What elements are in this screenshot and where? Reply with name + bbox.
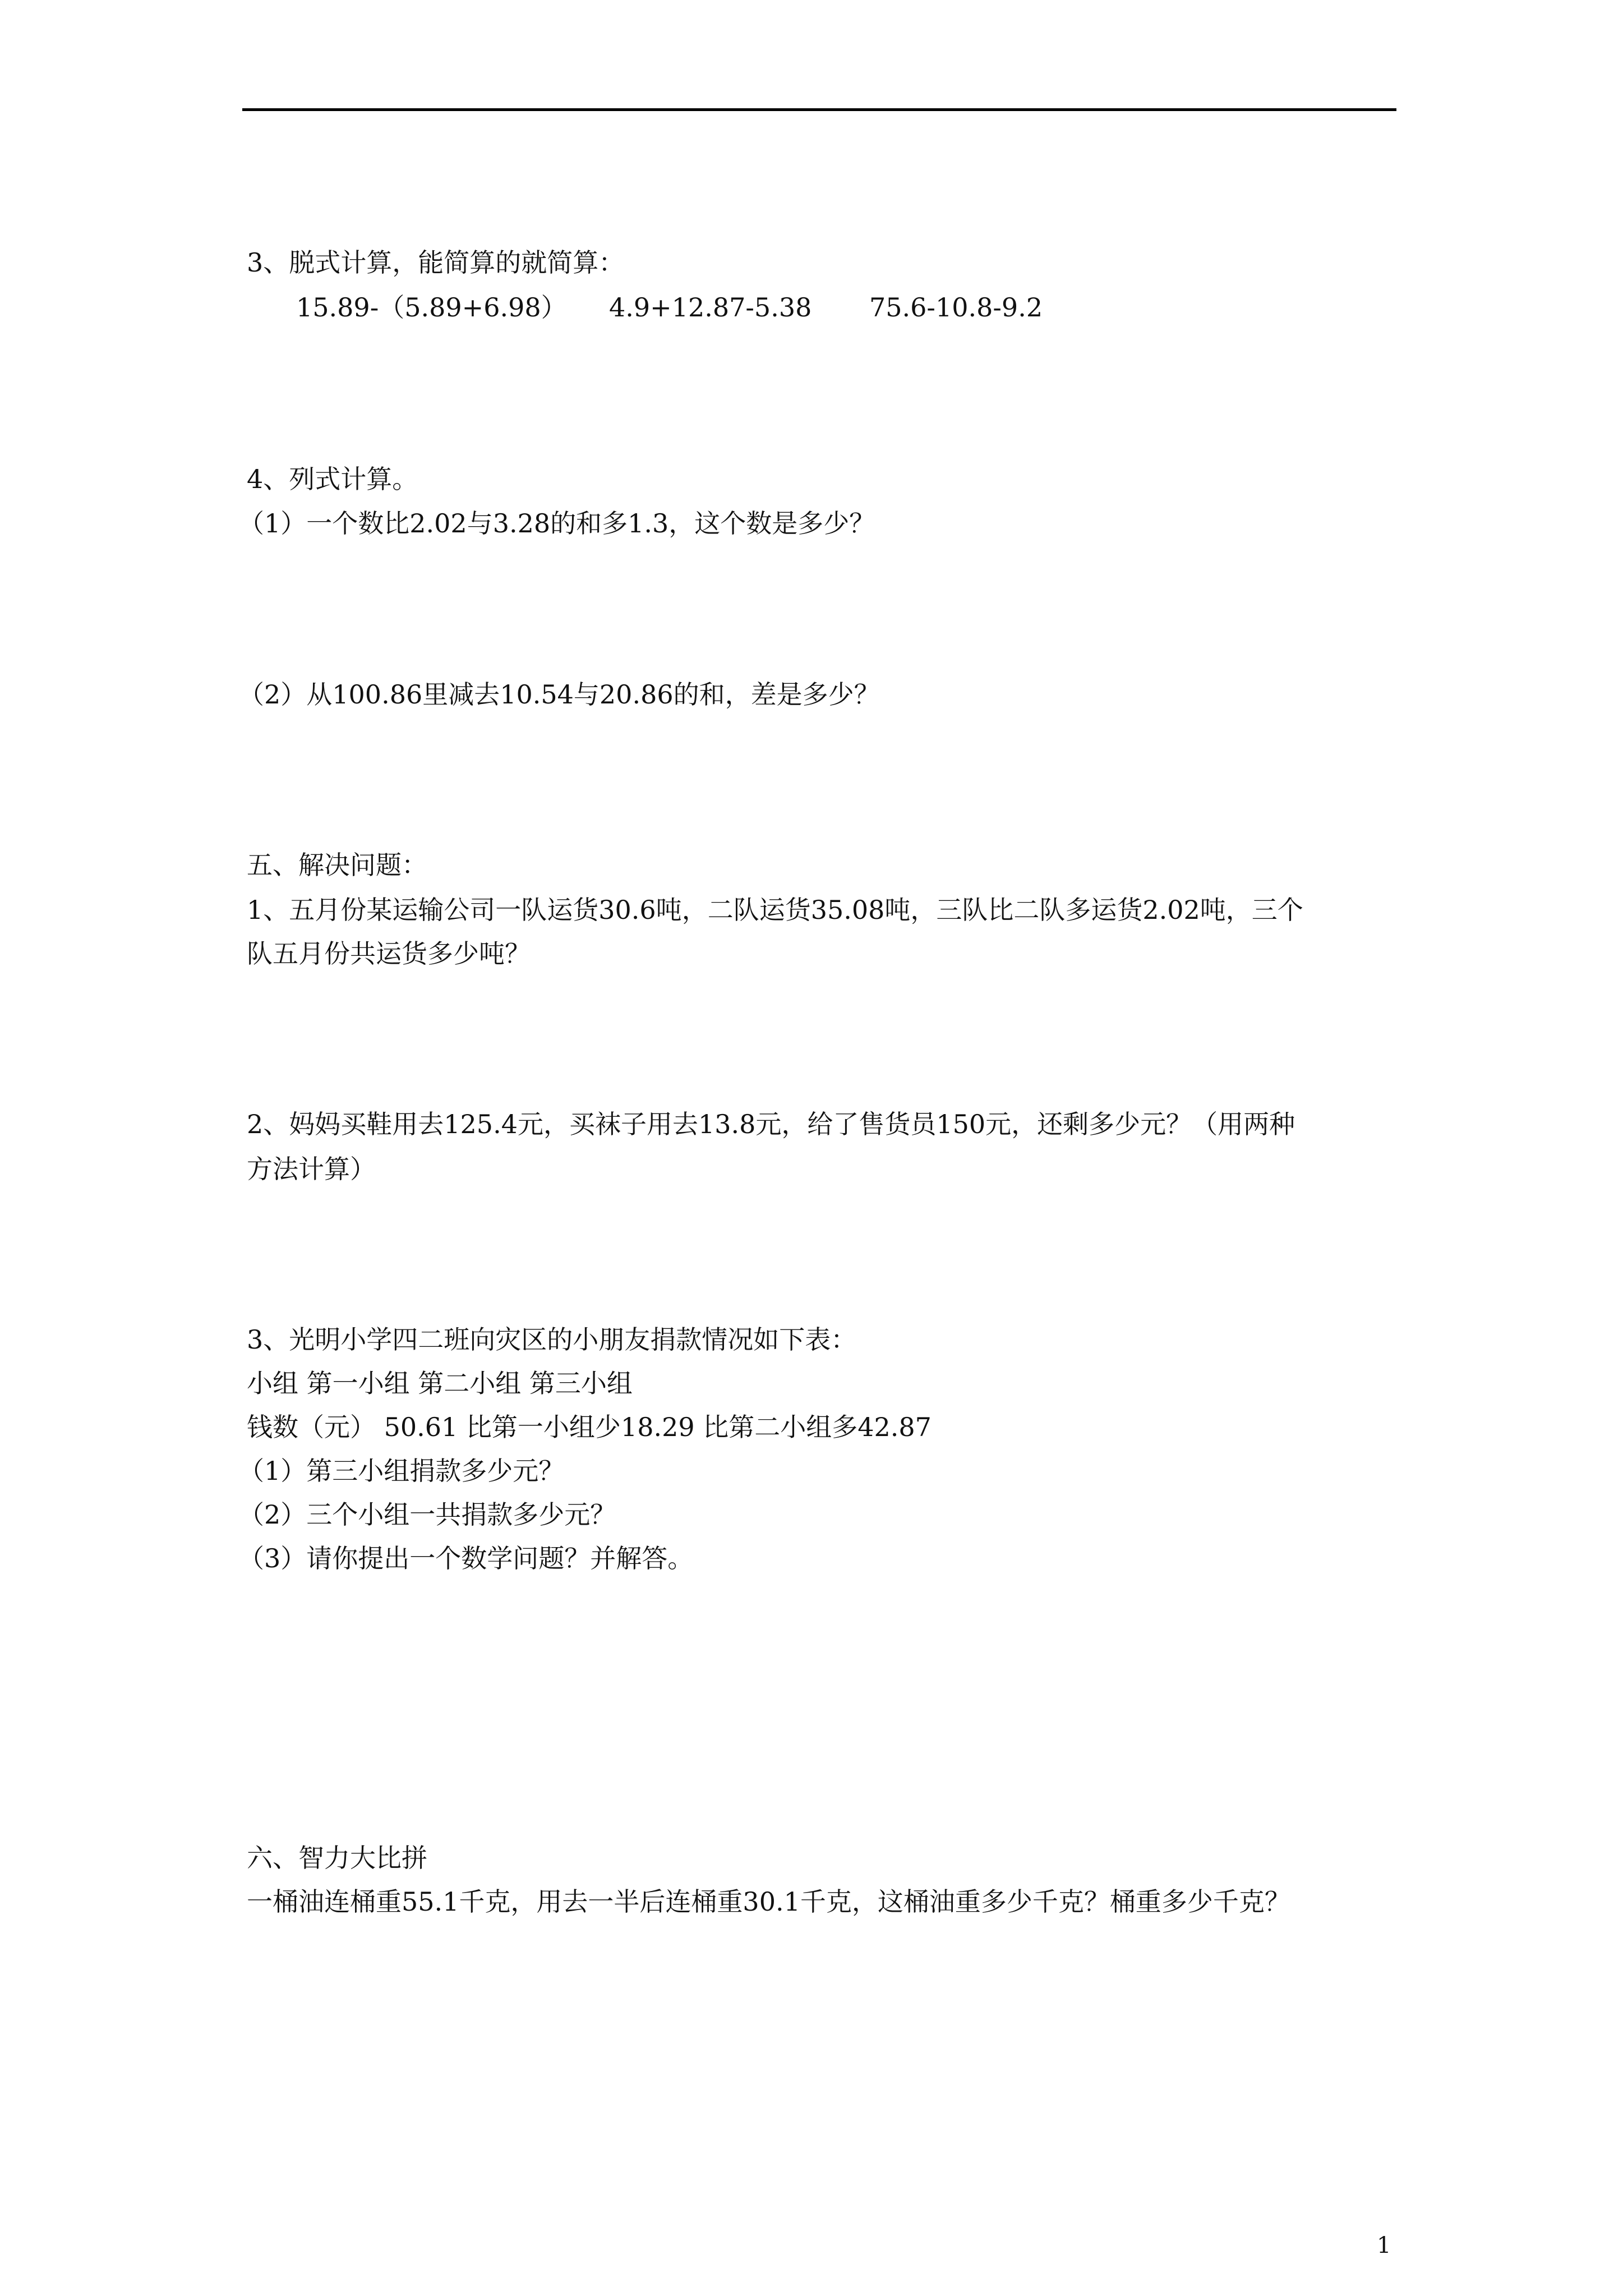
- problem-5-2-line-1: 2、妈妈买鞋用去125.4元，买袜子用去13.8元，给了售货员150元，还剩多少元？（用两种: [247, 1109, 1295, 1139]
- problem-5-3-title: 3、光明小学四二班向灾区的小朋友捐款情况如下表：: [247, 1324, 857, 1355]
- question-5-3-2: （2）三个小组一共捐款多少元？: [238, 1499, 616, 1530]
- expression-3: 75.6-10.8-9.2: [869, 292, 1043, 323]
- donation-table-header: 小组 第一小组 第二小组 第三小组: [247, 1368, 633, 1398]
- donation-table-row: 钱数（元） 50.61 比第一小组少18.29 比第二小组多42.87: [247, 1412, 932, 1442]
- expression-2: 4.9+12.87-5.38: [609, 292, 812, 323]
- question-4-2: （2）从100.86里减去10.54与20.86的和，差是多少？: [238, 679, 880, 710]
- expression-1: 15.89-（5.89+6.98）: [296, 292, 567, 323]
- question-5-3-1: （1）第三小组捐款多少元？: [238, 1456, 565, 1486]
- section-4-title: 4、列式计算。: [247, 464, 418, 494]
- problem-5-1-line-1: 1、五月份某运输公司一队运货30.6吨，二队运货35.08吨，三队比二队多运货2.02吨，三个: [247, 895, 1303, 925]
- problem-5-1-line-2: 队五月份共运货多少吨？: [247, 938, 531, 969]
- header-rule: [242, 108, 1396, 111]
- question-4-1: （1）一个数比2.02与3.28的和多1.3，这个数是多少？: [238, 508, 875, 539]
- section-3-title: 3、脱式计算，能简算的就简算：: [247, 247, 625, 278]
- problem-6: 一桶油连桶重55.1千克，用去一半后连桶重30.1千克，这桶油重多少千克？桶重多少千克？: [247, 1887, 1290, 1917]
- section-6-title: 六、智力大比拼: [247, 1843, 427, 1873]
- question-5-3-3: （3）请你提出一个数学问题？并解答。: [238, 1543, 694, 1573]
- section-5-title: 五、解决问题：: [247, 850, 427, 880]
- problem-5-2-line-2: 方法计算）: [247, 1154, 376, 1184]
- page-number: 1: [1377, 2233, 1391, 2258]
